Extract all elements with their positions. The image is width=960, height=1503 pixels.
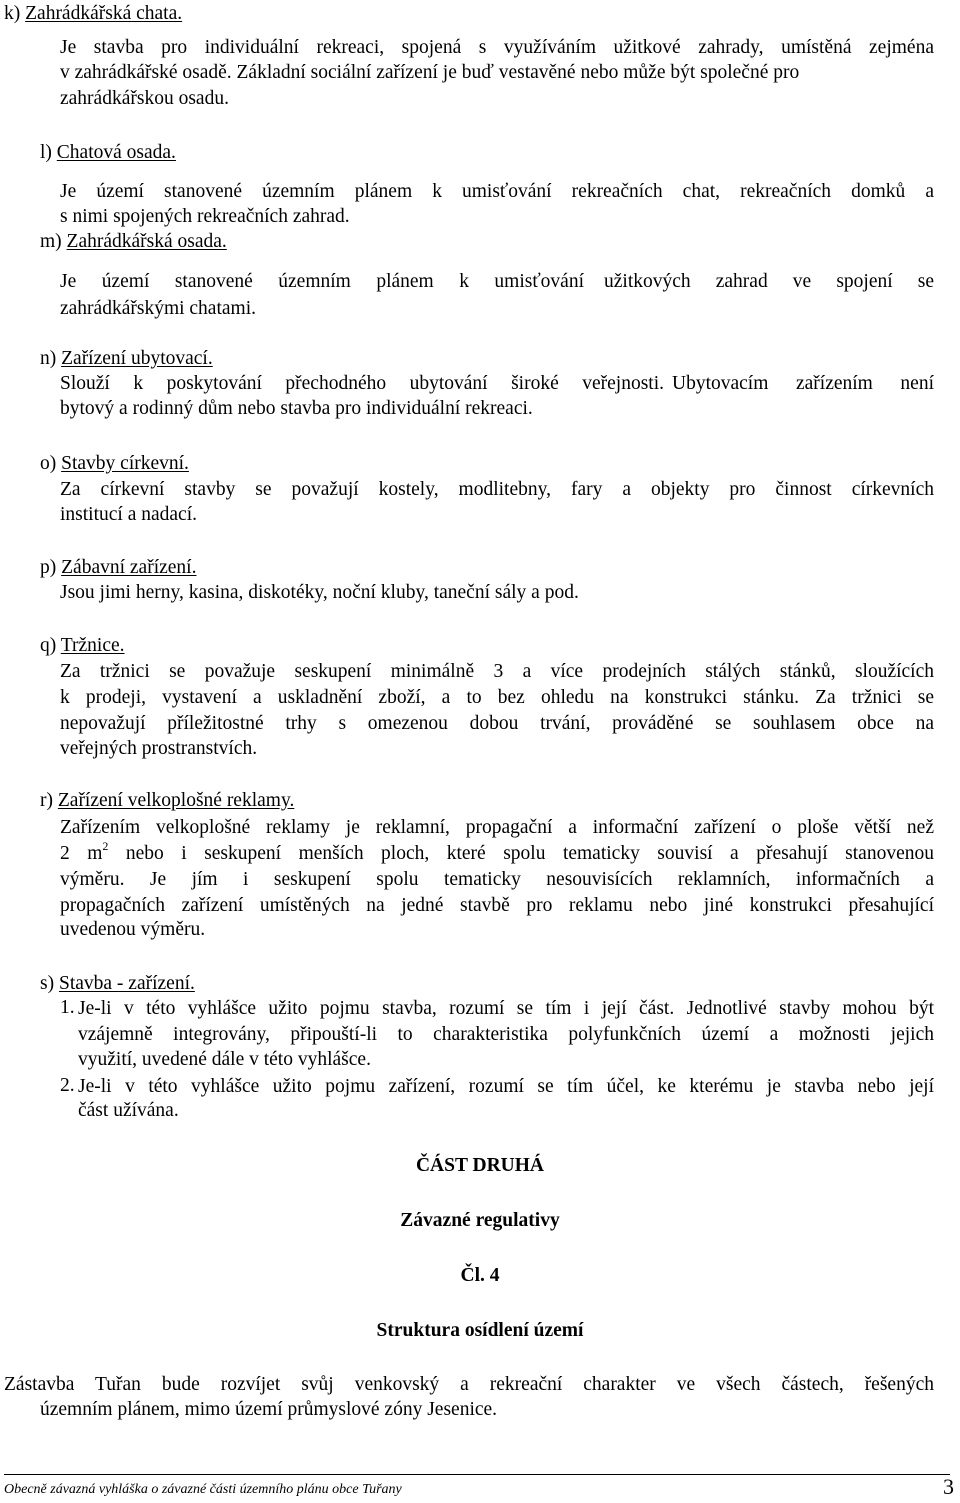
section-k-heading: k) Zahrádkářská chata.: [4, 3, 183, 24]
section-k-line-1: Je stavba pro individuální rekreaci, spojená s využíváním užitkové zahrady, umístěná zejména: [60, 37, 934, 58]
footer-text: Obecně závazná vyhláška o závazné části územního plánu obce Tuřany: [4, 1482, 402, 1497]
section-s-item-2-line-1: Je-li v této vyhlášce užito pojmu zařízení, rozumí se tím účel, ke kterému je stavba nebo její: [78, 1076, 934, 1097]
section-o-heading: o) Stavby církevní.: [40, 453, 189, 474]
section-s-item-1-line-3: využití, uvedené dále v této vyhlášce.: [78, 1049, 371, 1070]
section-r-line-5: uvedenou výměru.: [60, 919, 206, 940]
section-m-line-1a: Je území stanovené územním plánem k umisťování: [60, 271, 584, 292]
footer-rule: [4, 1474, 950, 1475]
article-paragraph-line-1: Zástavba Tuřan bude rozvíjet svůj venkovský a rekreační charakter ve všech částech, řešených: [4, 1374, 934, 1395]
section-r-line-4: propagačních zařízení umístěných na jedné stavbě pro reklamu nebo jiné konstrukci přesahující: [60, 895, 934, 916]
section-n-line-1a: Slouží k poskytování přechodného ubytování široké veřejnosti.: [60, 373, 664, 394]
section-q-line-2: k prodeji, vystavení a uskladnění zboží, a to bez ohledu na konstrukci stánku. Za tržnici se: [60, 687, 934, 708]
section-l-heading: l) Chatová osada.: [40, 142, 176, 163]
article-paragraph-line-2: územním plánem, mimo území průmyslové zóny Jesenice.: [40, 1399, 498, 1420]
section-q-line-1: Za tržnici se považuje seskupení minimálně 3 a více prodejních stálých stánků, sloužících: [60, 661, 934, 682]
article-number: Čl. 4: [460, 1265, 500, 1286]
section-n-heading: n) Zařízení ubytovací.: [40, 348, 213, 369]
section-s-item-1-number: 1.: [60, 997, 75, 1018]
section-m-line-2: zahrádkářskými chatami.: [60, 298, 256, 319]
section-n-line-2: bytový a rodinný dům nebo stavba pro individuální rekreaci.: [60, 398, 533, 419]
section-r-line-2: 2 $m^2$ nebo i seskupení menších ploch, které spolu tematicky souvisí a přesahují stanovenou: [60, 839, 934, 864]
section-q-line-3: nepovažují příležitostné trhy s omezenou dobou trvání, prováděné se souhlasem obce na: [60, 713, 934, 734]
section-s-item-2-line-2: část užívána.: [78, 1100, 179, 1121]
section-m-line-1b: užitkových zahrad ve spojení se: [604, 271, 934, 292]
section-o-line-1: Za církevní stavby se považují kostely, modlitebny, fary a objekty pro činnost církevních: [60, 479, 934, 500]
section-s-item-1-line-2: vzájemně integrovány, připouští-li to charakteristika polyfunkčních území a možnosti jejich: [78, 1024, 934, 1045]
section-l-line-1: Je území stanovené územním plánem k umisťování rekreačních chat, rekreačních domků a: [60, 181, 934, 202]
page-number: 3: [943, 1474, 954, 1499]
section-n-line-1b: Ubytovacím zařízením není: [672, 373, 934, 394]
part-title: ČÁST DRUHÁ: [415, 1155, 545, 1176]
section-r-line-1: Zařízením velkoplošné reklamy je reklamní, propagační a informační zařízení o ploše větší než: [60, 817, 934, 838]
section-m-heading: m) Zahrádkářská osada.: [40, 231, 227, 252]
section-q-line-4: veřejných prostranstvích.: [60, 738, 258, 759]
section-s-heading: s) Stavba - zařízení.: [40, 973, 195, 994]
article-title: Struktura osídlení území: [376, 1320, 584, 1341]
section-r-heading: r) Zařízení velkoplošné reklamy.: [40, 790, 295, 811]
section-r-line-3: výměru. Je jím i seskupení spolu tematicky nesouvisících reklamních, informačních a: [60, 869, 934, 890]
section-p-heading: p) Zábavní zařízení.: [40, 557, 197, 578]
section-k-line-2: v zahrádkářské osadě. Základní sociální zařízení je buď vestavěné nebo může být společné pro: [60, 62, 800, 83]
section-q-heading: q) Tržnice.: [40, 635, 125, 656]
section-s-item-2-number: 2.: [60, 1075, 75, 1096]
section-p-line-1: Jsou jimi herny, kasina, diskotéky, noční kluby, taneční sály a pod.: [60, 582, 579, 603]
part-subtitle: Závazné regulativy: [400, 1210, 560, 1231]
section-k-line-3: zahrádkářskou osadu.: [60, 88, 229, 109]
section-l-line-2: s nimi spojených rekreačních zahrad.: [60, 206, 350, 227]
section-o-line-2: institucí a nadací.: [60, 504, 197, 525]
section-s-item-1-line-1: Je-li v této vyhlášce užito pojmu stavba, rozumí se tím i její část. Jednotlivé stavby mohou být: [78, 998, 934, 1019]
